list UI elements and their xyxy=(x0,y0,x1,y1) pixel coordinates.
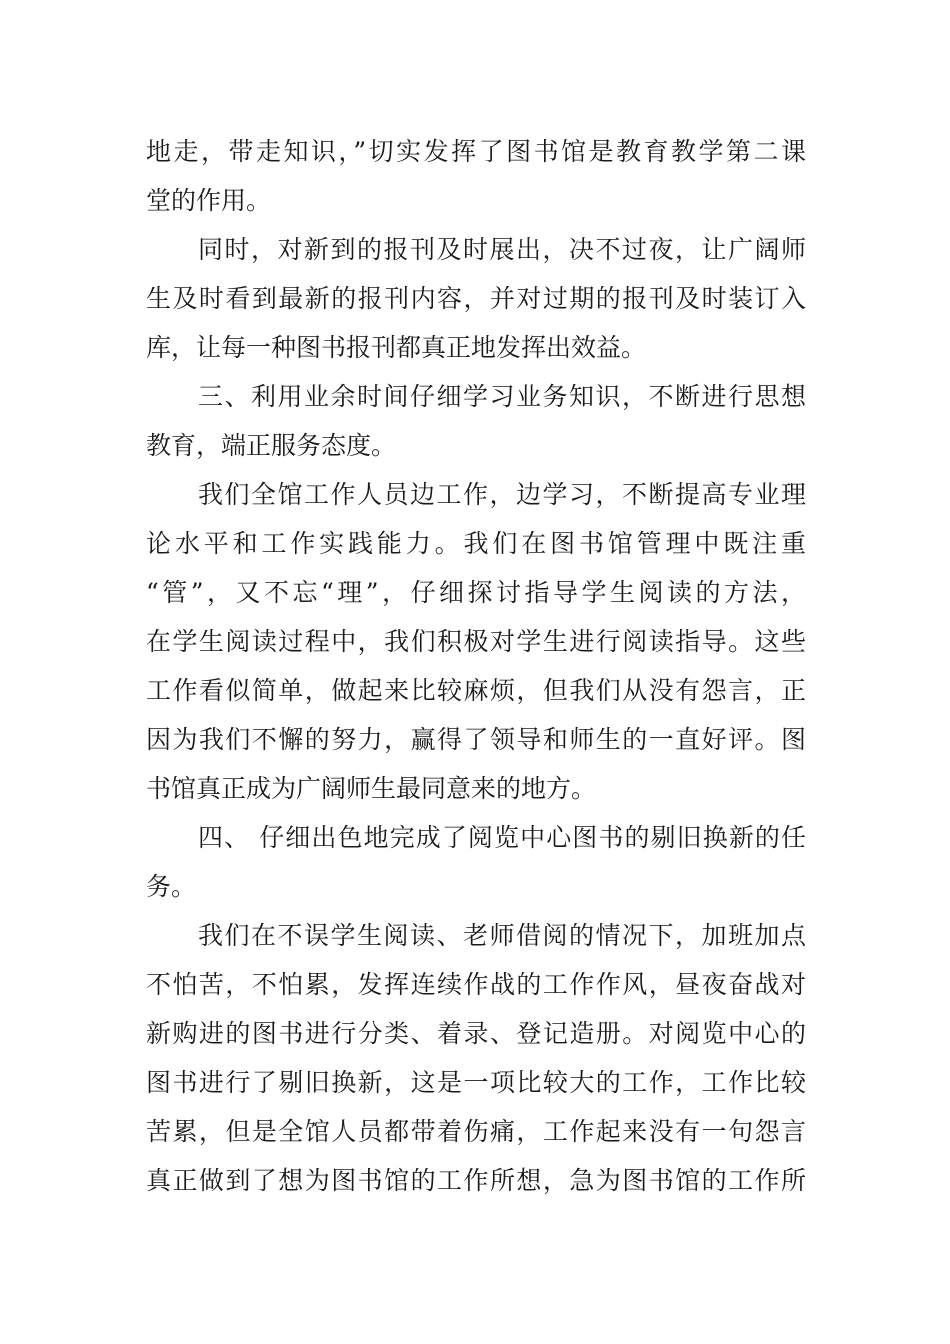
document-body xyxy=(146,127,806,1205)
section-heading-line: 务。 xyxy=(146,872,197,901)
text-line: 我们全馆工作人员边工作，边学习，不断提高专业理 xyxy=(198,480,806,509)
text-line: 新购进的图书进行分类、着录、登记造册。对阅览中心的 xyxy=(146,1019,806,1048)
section-heading-line: 三、利用业余时间仔细学习业务知识，不断进行思想 xyxy=(198,382,806,411)
section-heading-line: 教育，端正服务态度。 xyxy=(146,431,397,460)
text-line: 在学生阅读过程中，我们积极对学生进行阅读指导。这些 xyxy=(146,627,806,656)
text-line: 堂的作用。 xyxy=(146,186,272,215)
text-line: 我们在不误学生阅读、老师借阅的情况下，加班加点 xyxy=(198,921,806,950)
section-heading-line: 四、 仔细出色地完成了阅览中心图书的剔旧换新的任 xyxy=(198,823,806,852)
text-line: 不怕苦，不怕累，发挥连续作战的工作作风，昼夜奋战对 xyxy=(146,970,806,999)
text-line: 库，让每一种图书报刊都真正地发挥出效益。 xyxy=(146,333,647,362)
text-line: 地走，带走知识，”切实发挥了图书馆是教育教学第二课 xyxy=(146,137,806,166)
text-line: “管”，又不忘“理”，仔细探讨指导学生阅读的方法， xyxy=(146,578,806,607)
text-line: 论水平和工作实践能力。我们在图书馆管理中既注重 xyxy=(146,529,806,558)
text-line: 苦累，但是全馆人员都带着伤痛，工作起来没有一句怨言 xyxy=(146,1117,806,1146)
text-line: 同时，对新到的报刊及时展出，决不过夜，让广阔师 xyxy=(198,235,806,264)
text-line: 书馆真正成为广阔师生最同意来的地方。 xyxy=(146,774,597,803)
text-line: 工作看似简单，做起来比较麻烦，但我们从没有怨言，正 xyxy=(146,676,806,705)
text-line: 因为我们不懈的努力，赢得了领导和师生的一直好评。图 xyxy=(146,725,806,754)
text-line: 生及时看到最新的报刊内容，并对过期的报刊及时装订入 xyxy=(146,284,806,313)
text-line: 图书进行了剔旧换新，这是一项比较大的工作，工作比较 xyxy=(146,1068,806,1097)
text-line: 真正做到了想为图书馆的工作所想，急为图书馆的工作所 xyxy=(146,1166,806,1195)
